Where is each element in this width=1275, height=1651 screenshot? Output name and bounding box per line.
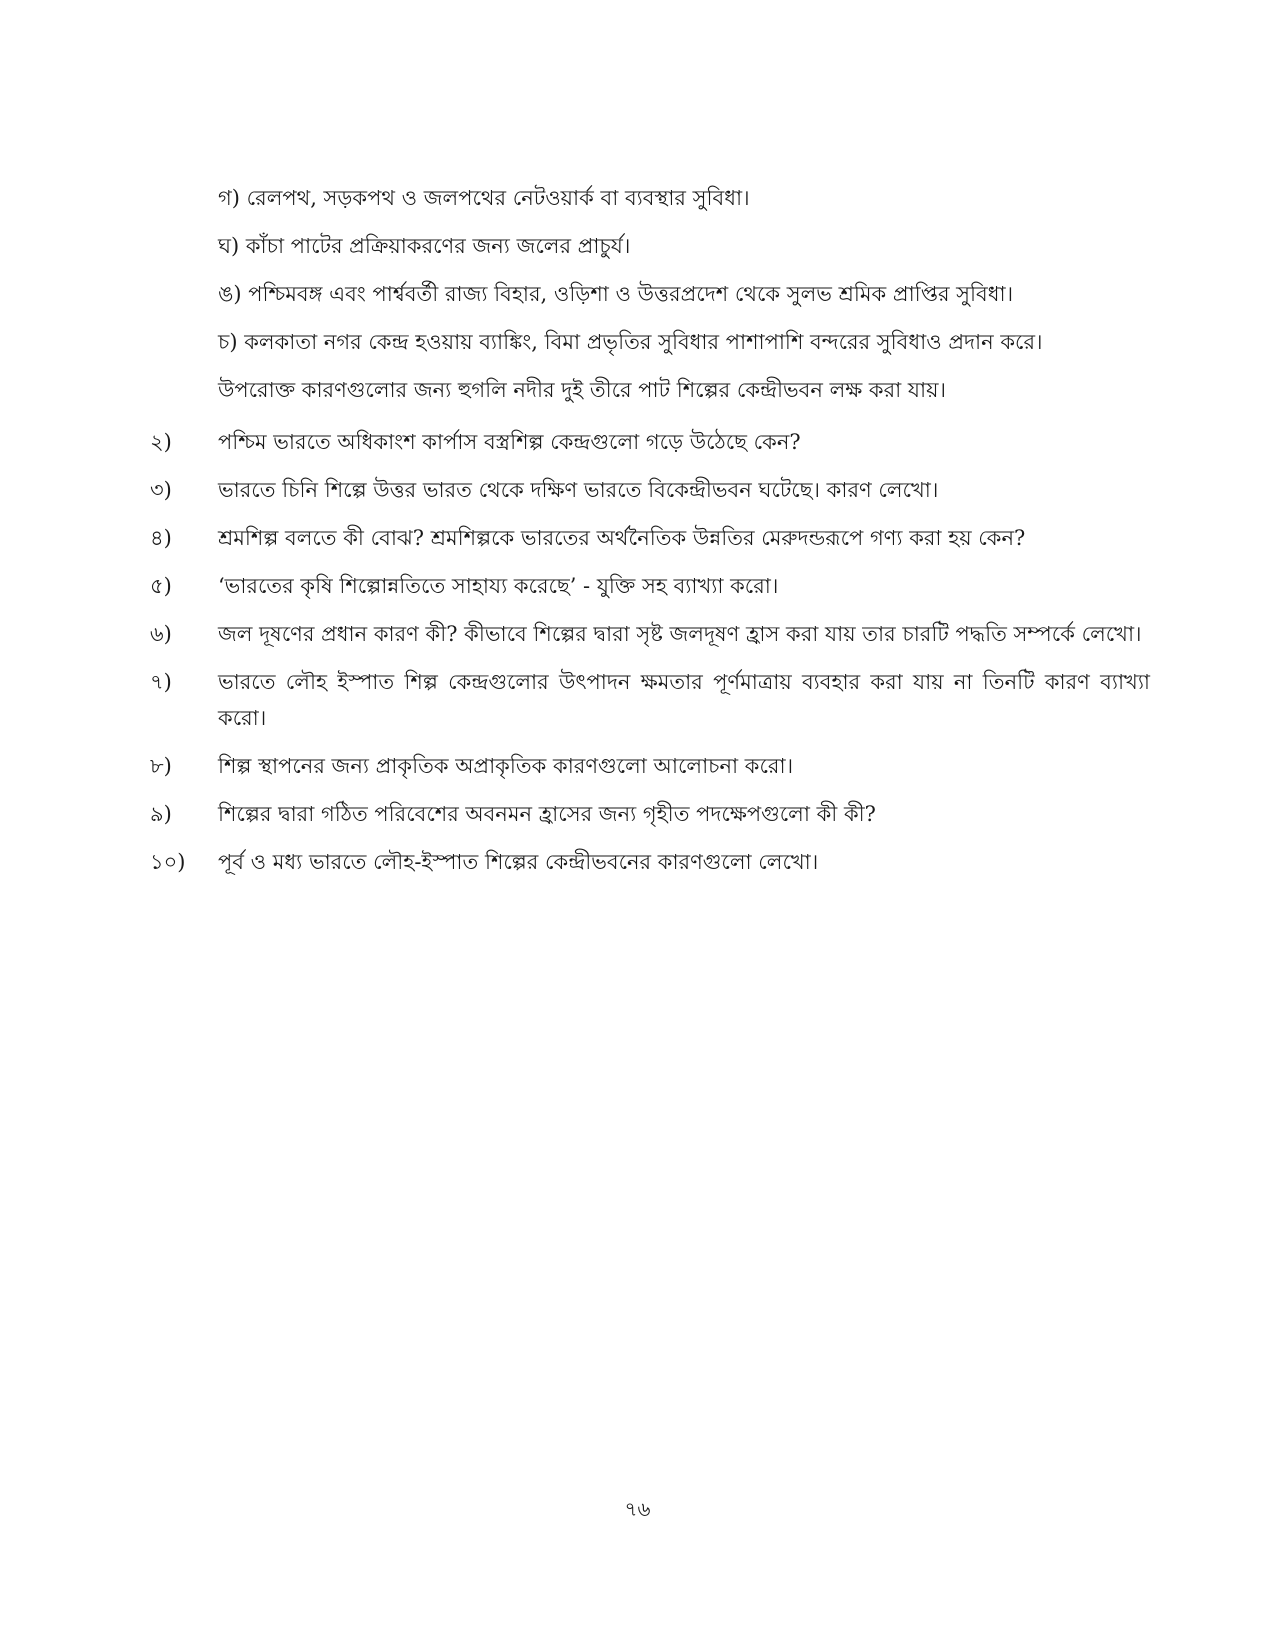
question-number: ৮) bbox=[150, 754, 172, 778]
sub-point-uma: ঙ) পশ্চিমবঙ্গ এবং পার্শ্ববর্তী রাজ্য বিহার, ওড়িশা ও উত্তরপ্রদেশ থেকে সুলভ শ্রমিক প্রাপ্তির সুবিধা। bbox=[218, 282, 1014, 306]
question-item bbox=[150, 568, 1150, 604]
question-item bbox=[150, 748, 1150, 784]
summary-line: উপরোক্ত কারণগুলোর জন্য হুগলি নদীর দুই তীরে পাট শিল্পের কেন্দ্রীভবন লক্ষ করা যায়। bbox=[218, 378, 946, 402]
question-text: ভারতে চিনি শিল্পে উত্তর ভারত থেকে দক্ষিণ ভারতে বিকেন্দ্রীভবন ঘটেছে। কারণ লেখো। bbox=[218, 478, 939, 502]
question-item bbox=[150, 664, 1150, 736]
question-text: ‘ভারতের কৃষি শিল্পোন্নতিতে সাহায্য করেছে’ - যুক্তি সহ ব্যাখ্যা করো। bbox=[218, 574, 779, 598]
question-item bbox=[150, 424, 1150, 460]
question-item bbox=[150, 796, 1150, 832]
question-text: শ্রমশিল্প বলতে কী বোঝ? শ্রমশিল্পকে ভারতের অর্থনৈতিক উন্নতির মেরুদন্ডরূপে গণ্য করা হয় কেন? bbox=[218, 526, 1026, 550]
question-item bbox=[150, 616, 1150, 652]
question-number: ৫) bbox=[150, 574, 172, 598]
question-item bbox=[150, 844, 1150, 880]
question-text: ভারতে লৌহ ইস্পাত শিল্প কেন্দ্রগুলোর উৎপাদন ক্ষমতার পূর্ণমাত্রায় ব্যবহার করা যায় না তিনটি কারণ ব্যাখ্যা করো। bbox=[218, 670, 1150, 730]
question-number: ৪) bbox=[150, 526, 172, 550]
question-number: ২) bbox=[150, 430, 172, 454]
question-text: জল দূষণের প্রধান কারণ কী? কীভাবে শিল্পের দ্বারা সৃষ্ট জলদূষণ হ্রাস করা যায় তার চারটি পদ্ধতি সম্পর্কে লেখো। bbox=[218, 622, 1142, 646]
question-number: ৭) bbox=[150, 670, 172, 694]
question-text: পূর্ব ও মধ্য ভারতে লৌহ-ইস্পাত শিল্পের কেন্দ্রীভবনের কারণগুলো লেখো। bbox=[218, 850, 819, 874]
question-text: শিল্পের দ্বারা গঠিত পরিবেশের অবনমন হ্রাসের জন্য গৃহীত পদক্ষেপগুলো কী কী? bbox=[218, 802, 876, 826]
page-number: ৭৬ bbox=[624, 1497, 651, 1521]
question-item bbox=[150, 520, 1150, 556]
question-list bbox=[150, 424, 1150, 892]
answer-continuation bbox=[218, 183, 1148, 423]
question-text: পশ্চিম ভারতে অধিকাংশ কার্পাস বস্ত্রশিল্প কেন্দ্রগুলো গড়ে উঠেছে কেন? bbox=[218, 430, 801, 454]
question-item bbox=[150, 472, 1150, 508]
question-number: ৯) bbox=[150, 802, 172, 826]
question-number: ৩) bbox=[150, 478, 172, 502]
sub-point-cha: চ) কলকাতা নগর কেন্দ্র হওয়ায় ব্যাঙ্কিং, বিমা প্রভৃতির সুবিধার পাশাপাশি বন্দরের সুবিধাও প্রদান করে। bbox=[218, 330, 1043, 354]
question-text: শিল্প স্থাপনের জন্য প্রাকৃতিক অপ্রাকৃতিক কারণগুলো আলোচনা করো। bbox=[218, 754, 794, 778]
sub-point-gha: ঘ) কাঁচা পাটের প্রক্রিয়াকরণের জন্য জলের প্রাচুর্য। bbox=[218, 234, 631, 258]
sub-point-ga: গ) রেলপথ, সড়কপথ ও জলপথের নেটওয়ার্ক বা ব্যবস্থার সুবিধা। bbox=[218, 186, 750, 210]
question-number: ৬) bbox=[150, 622, 172, 646]
question-number: ১০) bbox=[150, 850, 186, 874]
